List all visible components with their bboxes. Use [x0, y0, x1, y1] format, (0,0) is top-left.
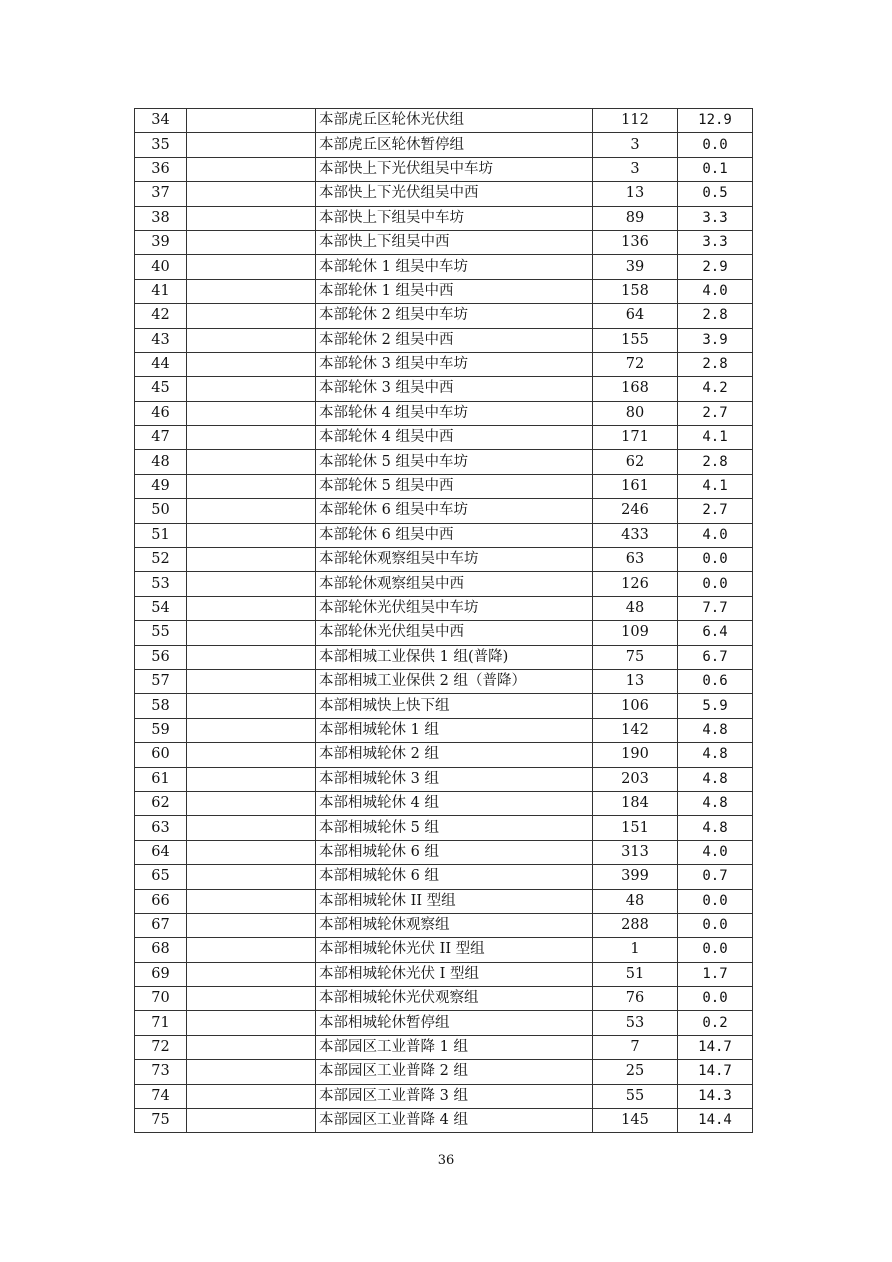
table-row [135, 987, 753, 1011]
row-number-cell: 54 [135, 596, 187, 620]
count-cell: 433 [593, 523, 678, 547]
ratio-cell: 0.2 [678, 1011, 753, 1035]
group-cell [187, 304, 316, 328]
table-row [135, 401, 753, 425]
count-cell: 3 [593, 157, 678, 181]
table-row [135, 694, 753, 718]
row-number-cell: 58 [135, 694, 187, 718]
group-name-cell: 本部虎丘区轮休光伏组 [316, 109, 593, 133]
group-name-cell: 本部相城工业保供 1 组(普降) [316, 645, 593, 669]
group-name-cell: 本部快上下组吴中车坊 [316, 206, 593, 230]
table-row [135, 840, 753, 864]
group-cell [187, 889, 316, 913]
row-number-cell: 57 [135, 669, 187, 693]
count-cell: 48 [593, 596, 678, 620]
row-number-cell: 34 [135, 109, 187, 133]
row-number-cell: 67 [135, 913, 187, 937]
count-cell: 145 [593, 1109, 678, 1133]
group-name-cell: 本部快上下组吴中西 [316, 230, 593, 254]
group-name-cell: 本部轮休 1 组吴中车坊 [316, 255, 593, 279]
row-number-cell: 46 [135, 401, 187, 425]
row-number-cell: 50 [135, 499, 187, 523]
group-name-cell: 本部快上下光伏组吴中西 [316, 182, 593, 206]
count-cell: 246 [593, 499, 678, 523]
ratio-cell: 0.0 [678, 548, 753, 572]
table-row [135, 474, 753, 498]
group-name-cell: 本部园区工业普降 1 组 [316, 1035, 593, 1059]
group-cell [187, 1084, 316, 1108]
group-cell [187, 767, 316, 791]
ratio-cell: 4.8 [678, 718, 753, 742]
data-table-container [134, 108, 751, 1133]
group-name-cell: 本部相城轮休光伏 II 型组 [316, 938, 593, 962]
ratio-cell: 0.1 [678, 157, 753, 181]
group-cell [187, 206, 316, 230]
count-cell: 126 [593, 572, 678, 596]
group-cell [187, 230, 316, 254]
count-cell: 136 [593, 230, 678, 254]
table-row [135, 962, 753, 986]
count-cell: 3 [593, 133, 678, 157]
ratio-cell: 2.8 [678, 450, 753, 474]
group-name-cell: 本部园区工业普降 3 组 [316, 1084, 593, 1108]
ratio-cell: 14.3 [678, 1084, 753, 1108]
ratio-cell: 0.0 [678, 913, 753, 937]
table-row [135, 669, 753, 693]
row-number-cell: 56 [135, 645, 187, 669]
ratio-cell: 3.9 [678, 328, 753, 352]
group-name-cell: 本部快上下光伏组吴中车坊 [316, 157, 593, 181]
table-row [135, 865, 753, 889]
group-name-cell: 本部相城轮休 2 组 [316, 743, 593, 767]
group-name-cell: 本部园区工业普降 4 组 [316, 1109, 593, 1133]
ratio-cell: 0.0 [678, 938, 753, 962]
ratio-cell: 6.4 [678, 621, 753, 645]
row-number-cell: 69 [135, 962, 187, 986]
row-number-cell: 59 [135, 718, 187, 742]
group-cell [187, 596, 316, 620]
ratio-cell: 5.9 [678, 694, 753, 718]
row-number-cell: 45 [135, 377, 187, 401]
group-name-cell: 本部轮休观察组吴中车坊 [316, 548, 593, 572]
group-name-cell: 本部轮休 5 组吴中西 [316, 474, 593, 498]
count-cell: 155 [593, 328, 678, 352]
row-number-cell: 71 [135, 1011, 187, 1035]
group-cell [187, 523, 316, 547]
table-row [135, 109, 753, 133]
row-number-cell: 53 [135, 572, 187, 596]
count-cell: 51 [593, 962, 678, 986]
row-number-cell: 64 [135, 840, 187, 864]
table-row [135, 1060, 753, 1084]
group-name-cell: 本部相城轮休 3 组 [316, 767, 593, 791]
count-cell: 161 [593, 474, 678, 498]
group-name-cell: 本部轮休观察组吴中西 [316, 572, 593, 596]
ratio-cell: 2.9 [678, 255, 753, 279]
row-number-cell: 47 [135, 426, 187, 450]
table-row [135, 889, 753, 913]
ratio-cell: 4.8 [678, 791, 753, 815]
ratio-cell: 2.7 [678, 401, 753, 425]
group-cell [187, 279, 316, 303]
group-cell [187, 865, 316, 889]
group-cell [187, 718, 316, 742]
ratio-cell: 0.0 [678, 572, 753, 596]
group-name-cell: 本部相城轮休 6 组 [316, 840, 593, 864]
group-cell [187, 499, 316, 523]
table-row [135, 1011, 753, 1035]
group-name-cell: 本部轮休 4 组吴中西 [316, 426, 593, 450]
table-row [135, 1109, 753, 1133]
group-name-cell: 本部轮休光伏组吴中西 [316, 621, 593, 645]
group-name-cell: 本部相城轮休 1 组 [316, 718, 593, 742]
table-row [135, 230, 753, 254]
group-cell [187, 548, 316, 572]
group-cell [187, 401, 316, 425]
count-cell: 25 [593, 1060, 678, 1084]
ratio-cell: 0.0 [678, 133, 753, 157]
table-row [135, 791, 753, 815]
table-row [135, 743, 753, 767]
group-name-cell: 本部轮休 1 组吴中西 [316, 279, 593, 303]
table-row [135, 450, 753, 474]
count-cell: 190 [593, 743, 678, 767]
table-row [135, 816, 753, 840]
count-cell: 106 [593, 694, 678, 718]
group-cell [187, 621, 316, 645]
ratio-cell: 3.3 [678, 230, 753, 254]
row-number-cell: 38 [135, 206, 187, 230]
data-table [134, 108, 753, 1133]
group-cell [187, 791, 316, 815]
table-row [135, 938, 753, 962]
ratio-cell: 2.8 [678, 304, 753, 328]
group-name-cell: 本部相城工业保供 2 组（普降） [316, 669, 593, 693]
ratio-cell: 0.0 [678, 987, 753, 1011]
group-cell [187, 474, 316, 498]
row-number-cell: 70 [135, 987, 187, 1011]
group-name-cell: 本部轮休 4 组吴中车坊 [316, 401, 593, 425]
count-cell: 53 [593, 1011, 678, 1035]
group-name-cell: 本部相城快上快下组 [316, 694, 593, 718]
group-name-cell: 本部相城轮休暂停组 [316, 1011, 593, 1035]
group-cell [187, 572, 316, 596]
ratio-cell: 12.9 [678, 109, 753, 133]
group-cell [187, 987, 316, 1011]
group-name-cell: 本部相城轮休 6 组 [316, 865, 593, 889]
ratio-cell: 0.6 [678, 669, 753, 693]
group-cell [187, 182, 316, 206]
row-number-cell: 42 [135, 304, 187, 328]
count-cell: 288 [593, 913, 678, 937]
count-cell: 80 [593, 401, 678, 425]
table-row [135, 548, 753, 572]
row-number-cell: 66 [135, 889, 187, 913]
group-cell [187, 328, 316, 352]
table-row [135, 255, 753, 279]
table-row [135, 499, 753, 523]
row-number-cell: 55 [135, 621, 187, 645]
group-cell [187, 450, 316, 474]
row-number-cell: 63 [135, 816, 187, 840]
group-cell [187, 669, 316, 693]
table-row [135, 352, 753, 376]
count-cell: 142 [593, 718, 678, 742]
count-cell: 13 [593, 182, 678, 206]
group-cell [187, 840, 316, 864]
count-cell: 168 [593, 377, 678, 401]
ratio-cell: 14.7 [678, 1060, 753, 1084]
count-cell: 151 [593, 816, 678, 840]
group-cell [187, 962, 316, 986]
group-name-cell: 本部轮休 2 组吴中西 [316, 328, 593, 352]
count-cell: 171 [593, 426, 678, 450]
row-number-cell: 35 [135, 133, 187, 157]
table-row [135, 426, 753, 450]
group-cell [187, 743, 316, 767]
count-cell: 184 [593, 791, 678, 815]
count-cell: 62 [593, 450, 678, 474]
table-row [135, 157, 753, 181]
table-row [135, 621, 753, 645]
row-number-cell: 60 [135, 743, 187, 767]
group-cell [187, 938, 316, 962]
group-name-cell: 本部轮休 2 组吴中车坊 [316, 304, 593, 328]
row-number-cell: 68 [135, 938, 187, 962]
table-row [135, 133, 753, 157]
group-cell [187, 426, 316, 450]
page-number: 36 [437, 1153, 455, 1168]
table-row [135, 1035, 753, 1059]
count-cell: 313 [593, 840, 678, 864]
row-number-cell: 61 [135, 767, 187, 791]
row-number-cell: 39 [135, 230, 187, 254]
ratio-cell: 4.1 [678, 426, 753, 450]
group-name-cell: 本部轮休 3 组吴中西 [316, 377, 593, 401]
row-number-cell: 65 [135, 865, 187, 889]
count-cell: 203 [593, 767, 678, 791]
row-number-cell: 40 [135, 255, 187, 279]
row-number-cell: 41 [135, 279, 187, 303]
table-row [135, 304, 753, 328]
count-cell: 48 [593, 889, 678, 913]
ratio-cell: 4.8 [678, 743, 753, 767]
ratio-cell: 4.1 [678, 474, 753, 498]
table-row [135, 913, 753, 937]
count-cell: 158 [593, 279, 678, 303]
row-number-cell: 43 [135, 328, 187, 352]
ratio-cell: 14.7 [678, 1035, 753, 1059]
ratio-cell: 4.8 [678, 816, 753, 840]
row-number-cell: 51 [135, 523, 187, 547]
group-name-cell: 本部相城轮休光伏 I 型组 [316, 962, 593, 986]
table-row [135, 377, 753, 401]
ratio-cell: 0.7 [678, 865, 753, 889]
group-name-cell: 本部轮休 5 组吴中车坊 [316, 450, 593, 474]
group-cell [187, 255, 316, 279]
table-row [135, 1084, 753, 1108]
table-row [135, 645, 753, 669]
table-row [135, 523, 753, 547]
ratio-cell: 2.7 [678, 499, 753, 523]
row-number-cell: 48 [135, 450, 187, 474]
group-cell [187, 109, 316, 133]
count-cell: 399 [593, 865, 678, 889]
group-name-cell: 本部相城轮休光伏观察组 [316, 987, 593, 1011]
ratio-cell: 2.8 [678, 352, 753, 376]
group-name-cell: 本部轮休 6 组吴中西 [316, 523, 593, 547]
table-row [135, 279, 753, 303]
count-cell: 13 [593, 669, 678, 693]
count-cell: 89 [593, 206, 678, 230]
group-name-cell: 本部轮休 6 组吴中车坊 [316, 499, 593, 523]
ratio-cell: 0.0 [678, 889, 753, 913]
group-cell [187, 1035, 316, 1059]
group-name-cell: 本部园区工业普降 2 组 [316, 1060, 593, 1084]
table-row [135, 572, 753, 596]
ratio-cell: 4.2 [678, 377, 753, 401]
table-row [135, 718, 753, 742]
group-cell [187, 1109, 316, 1133]
group-cell [187, 133, 316, 157]
row-number-cell: 36 [135, 157, 187, 181]
row-number-cell: 37 [135, 182, 187, 206]
table-row [135, 206, 753, 230]
row-number-cell: 73 [135, 1060, 187, 1084]
count-cell: 72 [593, 352, 678, 376]
group-name-cell: 本部轮休光伏组吴中车坊 [316, 596, 593, 620]
row-number-cell: 75 [135, 1109, 187, 1133]
group-cell [187, 645, 316, 669]
group-cell [187, 377, 316, 401]
group-name-cell: 本部相城轮休 II 型组 [316, 889, 593, 913]
row-number-cell: 74 [135, 1084, 187, 1108]
group-name-cell: 本部相城轮休 4 组 [316, 791, 593, 815]
count-cell: 63 [593, 548, 678, 572]
table-row [135, 767, 753, 791]
group-cell [187, 352, 316, 376]
row-number-cell: 62 [135, 791, 187, 815]
table-row [135, 182, 753, 206]
ratio-cell: 4.0 [678, 279, 753, 303]
group-name-cell: 本部轮休 3 组吴中车坊 [316, 352, 593, 376]
group-cell [187, 816, 316, 840]
row-number-cell: 49 [135, 474, 187, 498]
table-row [135, 596, 753, 620]
group-name-cell: 本部相城轮休观察组 [316, 913, 593, 937]
count-cell: 1 [593, 938, 678, 962]
group-cell [187, 694, 316, 718]
count-cell: 109 [593, 621, 678, 645]
count-cell: 76 [593, 987, 678, 1011]
row-number-cell: 44 [135, 352, 187, 376]
ratio-cell: 4.0 [678, 523, 753, 547]
count-cell: 64 [593, 304, 678, 328]
group-cell [187, 157, 316, 181]
ratio-cell: 0.5 [678, 182, 753, 206]
group-name-cell: 本部虎丘区轮休暂停组 [316, 133, 593, 157]
ratio-cell: 3.3 [678, 206, 753, 230]
ratio-cell: 1.7 [678, 962, 753, 986]
row-number-cell: 72 [135, 1035, 187, 1059]
table-body [135, 109, 753, 1133]
group-cell [187, 1011, 316, 1035]
table-row [135, 328, 753, 352]
ratio-cell: 4.0 [678, 840, 753, 864]
count-cell: 112 [593, 109, 678, 133]
count-cell: 7 [593, 1035, 678, 1059]
ratio-cell: 7.7 [678, 596, 753, 620]
count-cell: 55 [593, 1084, 678, 1108]
ratio-cell: 6.7 [678, 645, 753, 669]
ratio-cell: 4.8 [678, 767, 753, 791]
count-cell: 75 [593, 645, 678, 669]
count-cell: 39 [593, 255, 678, 279]
row-number-cell: 52 [135, 548, 187, 572]
group-cell [187, 913, 316, 937]
group-cell [187, 1060, 316, 1084]
group-name-cell: 本部相城轮休 5 组 [316, 816, 593, 840]
ratio-cell: 14.4 [678, 1109, 753, 1133]
